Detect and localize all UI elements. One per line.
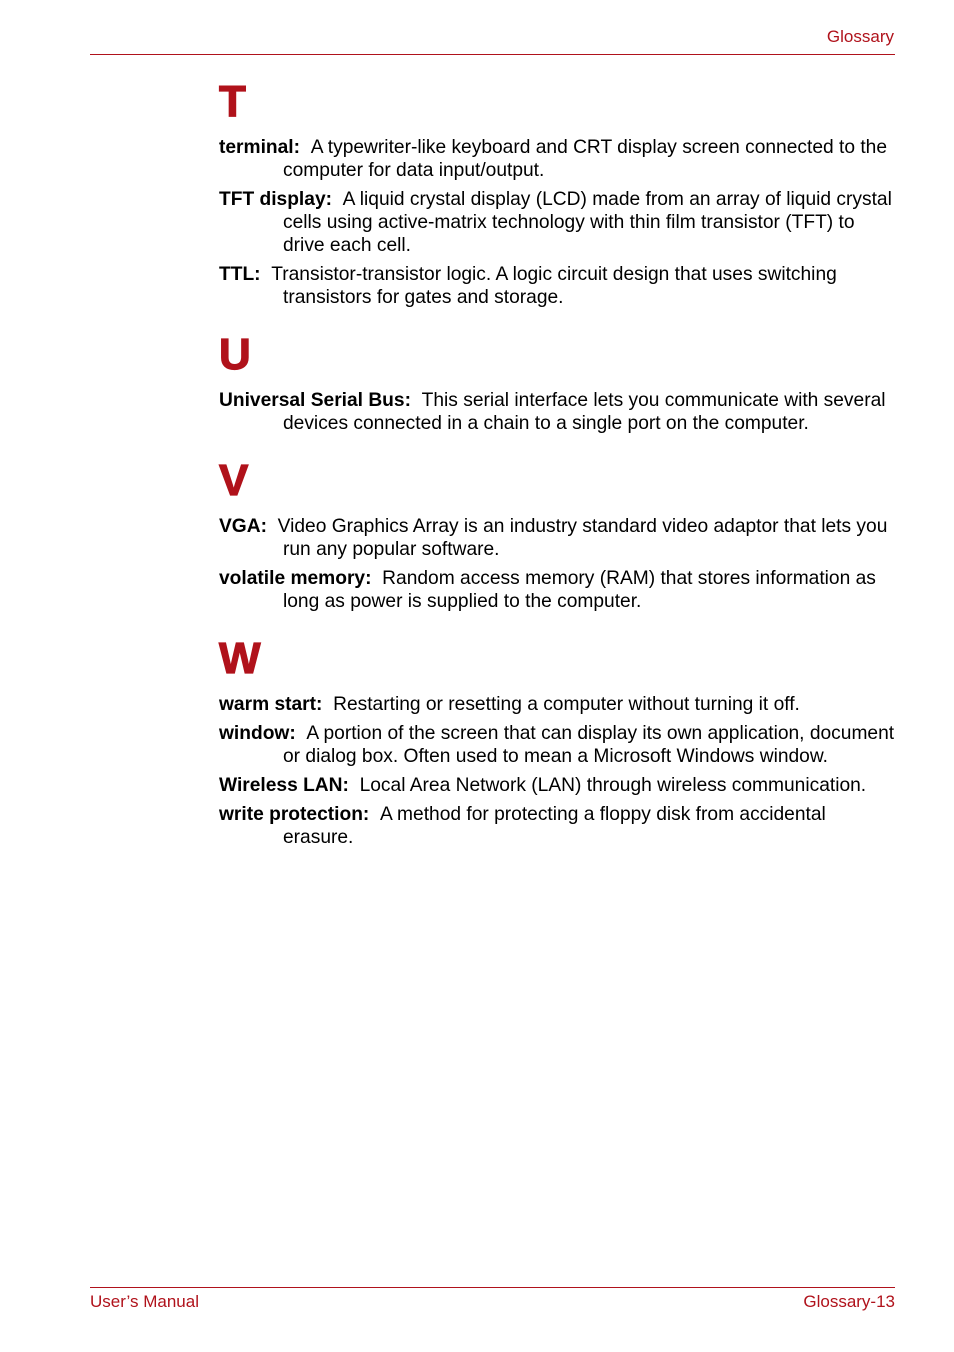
glossary-definition: Video Graphics Array is an industry standard video adaptor that lets you run any popular software. <box>277 516 888 560</box>
glossary-entry <box>219 803 895 849</box>
glossary-term: VGA: <box>219 516 267 537</box>
glossary-entry <box>219 136 895 182</box>
glossary-section-u <box>219 331 895 435</box>
glossary-entry <box>219 774 895 797</box>
glossary-term: TFT display: <box>219 189 332 210</box>
glossary-entry <box>219 389 895 435</box>
glossary-definition: Local Area Network (LAN) through wireless communication. <box>359 775 867 796</box>
section-letter: T <box>219 77 246 126</box>
section-letter: U <box>219 330 251 379</box>
header-rule <box>90 54 895 55</box>
glossary-entry <box>219 693 895 716</box>
glossary-definition: Random access memory (RAM) that stores information as long as power is supplied to the computer. <box>283 568 876 612</box>
glossary-section-t <box>219 78 895 309</box>
glossary-definition: A method for protecting a floppy disk from accidental erasure. <box>283 804 826 848</box>
glossary-term: volatile memory: <box>219 568 372 589</box>
glossary-entry <box>219 722 895 768</box>
glossary-definition: A portion of the screen that can display its own application, document or dialog box. Often used to mean a Microsoft Windows window. <box>283 723 895 767</box>
glossary-term: Wireless LAN: <box>219 775 349 796</box>
glossary-content <box>219 78 895 871</box>
running-header-title: Glossary <box>826 27 894 46</box>
glossary-term: write protection: <box>219 804 370 825</box>
section-letter: W <box>219 634 261 683</box>
section-letter: V <box>219 456 249 505</box>
glossary-entry <box>219 263 895 309</box>
glossary-definition: A liquid crystal display (LCD) made from an array of liquid crystal cells using active-matrix technology with thin film transistor (TFT) to drive each cell. <box>283 189 892 256</box>
glossary-entry <box>219 567 895 613</box>
glossary-definition: A typewriter-like keyboard and CRT display screen connected to the computer for data input/output. <box>283 137 888 181</box>
footer-rule <box>90 1287 895 1288</box>
glossary-term: warm start: <box>219 694 323 715</box>
glossary-term: Universal Serial Bus: <box>219 390 411 411</box>
footer-manual-title: User’s Manual <box>90 1292 199 1311</box>
glossary-entry <box>219 188 895 257</box>
glossary-section-w <box>219 635 895 849</box>
glossary-term: TTL: <box>219 264 261 285</box>
glossary-section-v <box>219 457 895 613</box>
glossary-entry <box>219 515 895 561</box>
footer-page-number: Glossary-13 <box>803 1292 895 1311</box>
glossary-term: terminal: <box>219 137 301 158</box>
glossary-definition: This serial interface lets you communicate with several devices connected in a chain to a single port on the computer. <box>283 390 886 434</box>
glossary-term: window: <box>219 723 296 744</box>
glossary-definition: Transistor-transistor logic. A logic circuit design that uses switching transistors for gates and storage. <box>271 264 837 308</box>
glossary-definition: Restarting or resetting a computer without turning it off. <box>333 694 800 715</box>
